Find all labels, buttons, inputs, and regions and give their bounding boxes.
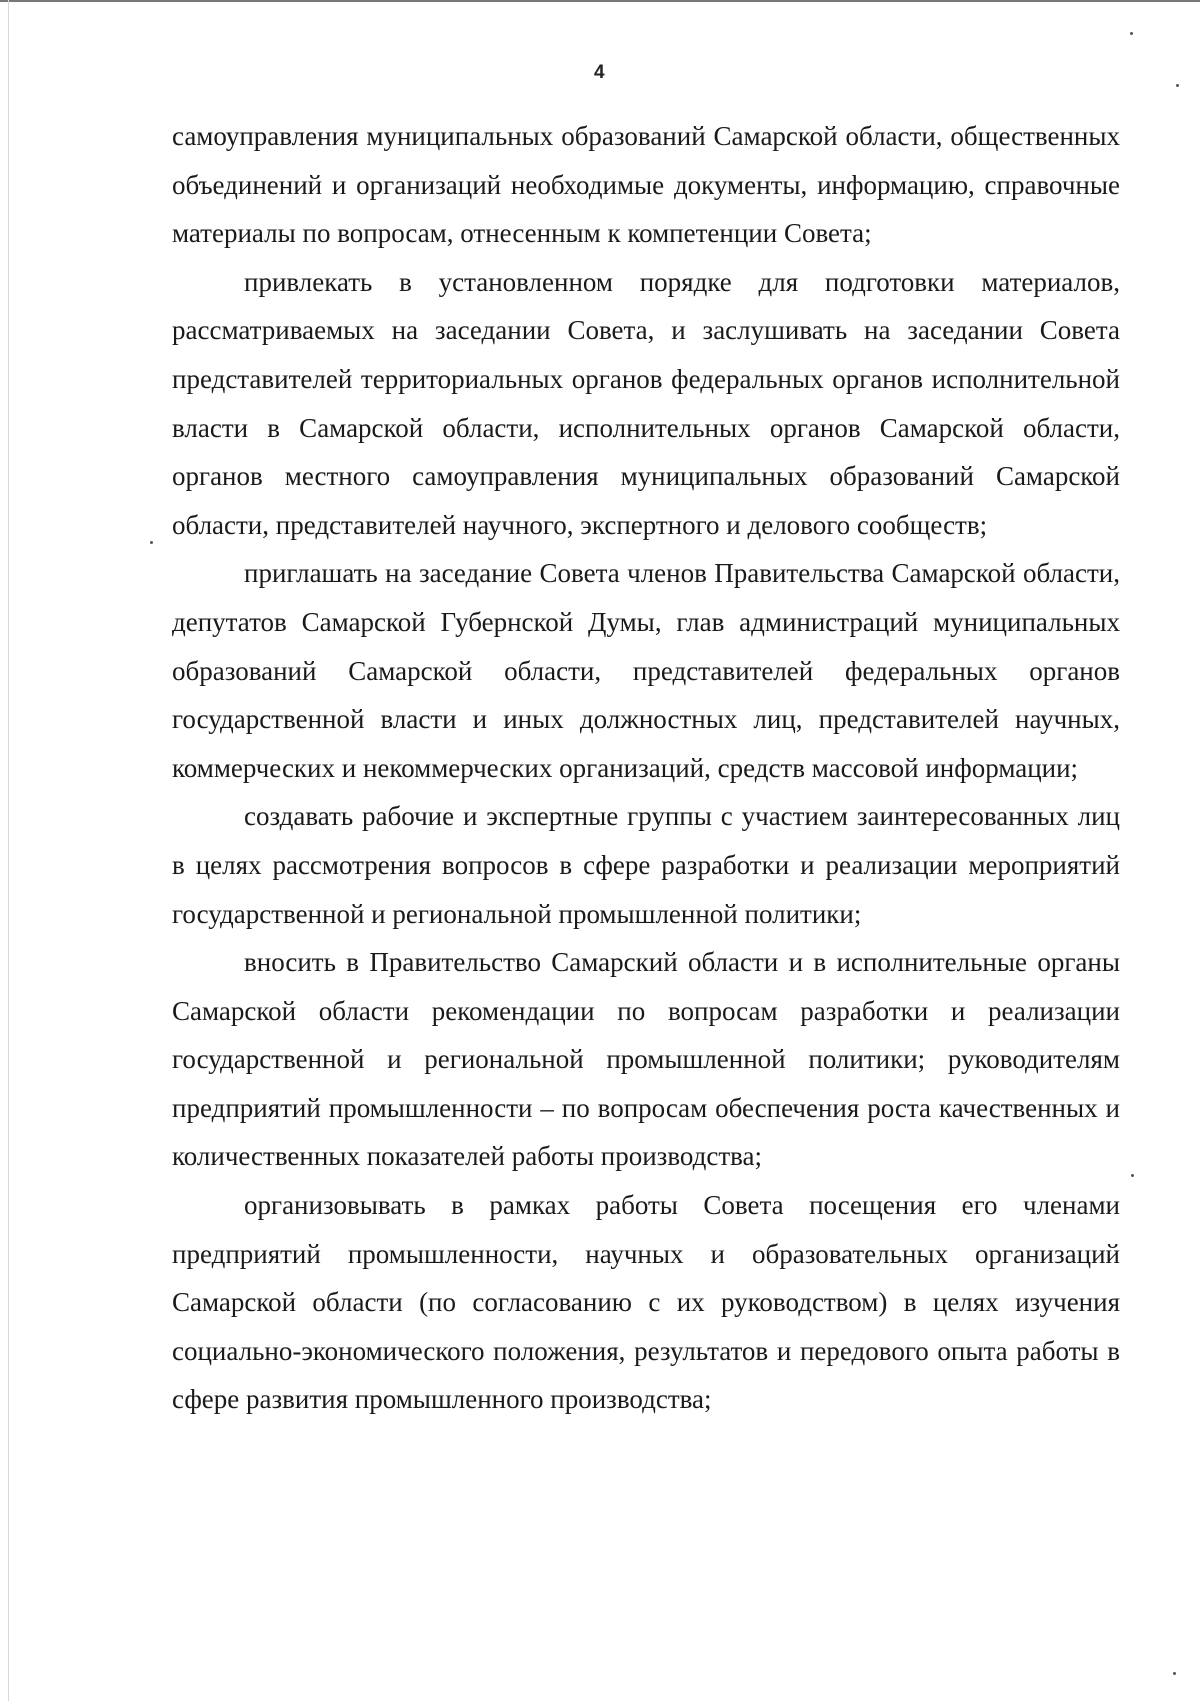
paragraph-recommendations: вносить в Правительство Самарский области и в исполнительные органы Самарской области рекомендации по вопросам разработки и реализации государственной и региональной промышленной политики; руководителям предприятий промышленности – по вопросам обеспечения роста качественных и количественных показателей работы производства;: [172, 947, 1120, 1172]
scan-left-edge: [8, 0, 9, 1701]
paragraph-invite-officials: приглашать на заседание Совета членов Правительства Самарской области, депутатов Самарской Губернской Думы, глав администраций муниципальных образований Самарской области, представителей федеральных органов государственной власти и иных должностных лиц, представителей научных, коммерческих и некоммерческих организаций, средств массовой информации;: [172, 558, 1120, 783]
paragraph-continuation: самоуправления муниципальных образований Самарской области, общественных объединений и организаций необходимые документы, информацию, справочные материалы по вопросам, отнесенным к компетенции Совета;: [172, 121, 1120, 249]
scan-speck: [1131, 1174, 1134, 1177]
scan-speck: [150, 541, 153, 544]
scan-speck: [1176, 84, 1179, 87]
scan-speck: [1130, 32, 1133, 35]
paragraph-working-groups: создавать рабочие и экспертные группы с участием заинтересованных лиц в целях рассмотрения вопросов в сфере разработки и реализации мероприятий государственной и региональной промышленной политики;: [172, 801, 1120, 929]
document-body: [172, 112, 1120, 1424]
scan-top-border: [0, 0, 1200, 2]
paragraph-invite-representatives: привлекать в установленном порядке для подготовки материалов, рассматриваемых на заседании Совета, и заслушивать на заседании Совета представителей территориальных органов федеральных органов исполнительной власти в Самарской области, исполнительных органов Самарской области, органов местного самоуправления муниципальных образований Самарской области, представителей научного, экспертного и делового сообществ;: [172, 266, 1120, 540]
scan-speck: [1173, 1672, 1176, 1675]
page-number: 4: [594, 62, 605, 83]
paragraph-site-visits: организовывать в рамках работы Совета посещения его членами предприятий промышленности, научных и образовательных организаций Самарской области (по согласованию с их руководством) в целях изучения социально-экономического положения, результатов и передового опыта работы в сфере развития промышленного производства;: [172, 1190, 1120, 1415]
